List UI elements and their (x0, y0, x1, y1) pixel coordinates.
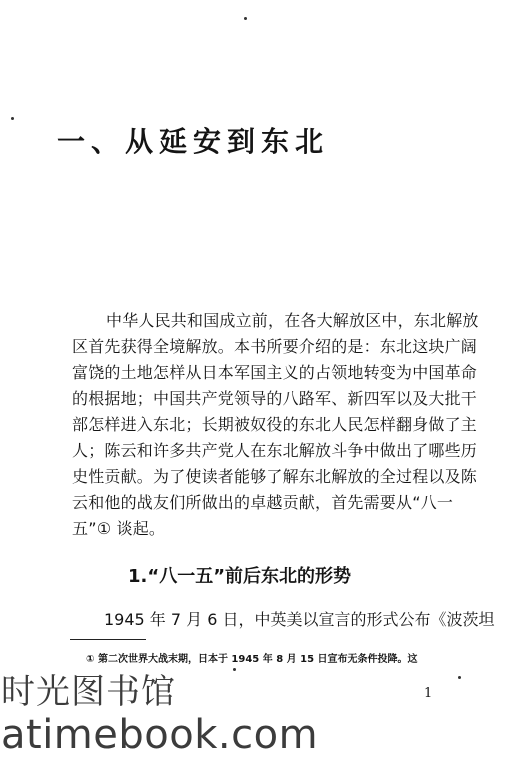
body-text-line: 1945 年 7 月 6 日，中英美以宣言的形式公布《波茨坦 (104, 610, 495, 629)
watermark-chinese: 时光图书馆 (1, 672, 176, 712)
intro-line: 区首先获得全境解放。本书所要介绍的是：东北这块广阔 (72, 337, 478, 356)
intro-line: 中华人民共和国成立前，在各大解放区中，东北解放 (106, 311, 479, 330)
scan-speck (233, 668, 236, 671)
watermark-url: atimebook.com (1, 712, 319, 758)
chapter-title: 一、从延安到东北 (57, 125, 330, 158)
page-number: 1 (424, 686, 433, 701)
intro-paragraph (72, 308, 479, 542)
intro-line: 史性贡献。为了使读者能够了解东北解放的全过程以及陈 (72, 467, 478, 486)
intro-line: 五”① 谈起。 (72, 519, 166, 538)
intro-line: 云和他的战友们所做出的卓越贡献，首先需要从“八一 (72, 493, 454, 512)
scan-speck (244, 17, 247, 20)
scan-speck (458, 676, 461, 679)
intro-line: 部怎样进入东北；长期被奴役的东北人民怎样翻身做了主 (72, 415, 478, 434)
scan-speck (11, 117, 14, 120)
footnote-divider (70, 639, 146, 640)
intro-line: 的根据地；中国共产党领导的八路军、新四军以及大批干 (72, 389, 478, 408)
intro-line: 富饶的土地怎样从日本军国主义的占领地转变为中国革命 (72, 363, 478, 382)
section-heading: 1.“八一五”前后东北的形势 (128, 566, 352, 587)
footnote-text: ① 第二次世界大战末期，日本于 1945 年 8 月 15 日宣布无条件投降。这 (86, 654, 418, 665)
intro-line: 人；陈云和许多共产党人在东北解放斗争中做出了哪些历 (72, 441, 478, 460)
